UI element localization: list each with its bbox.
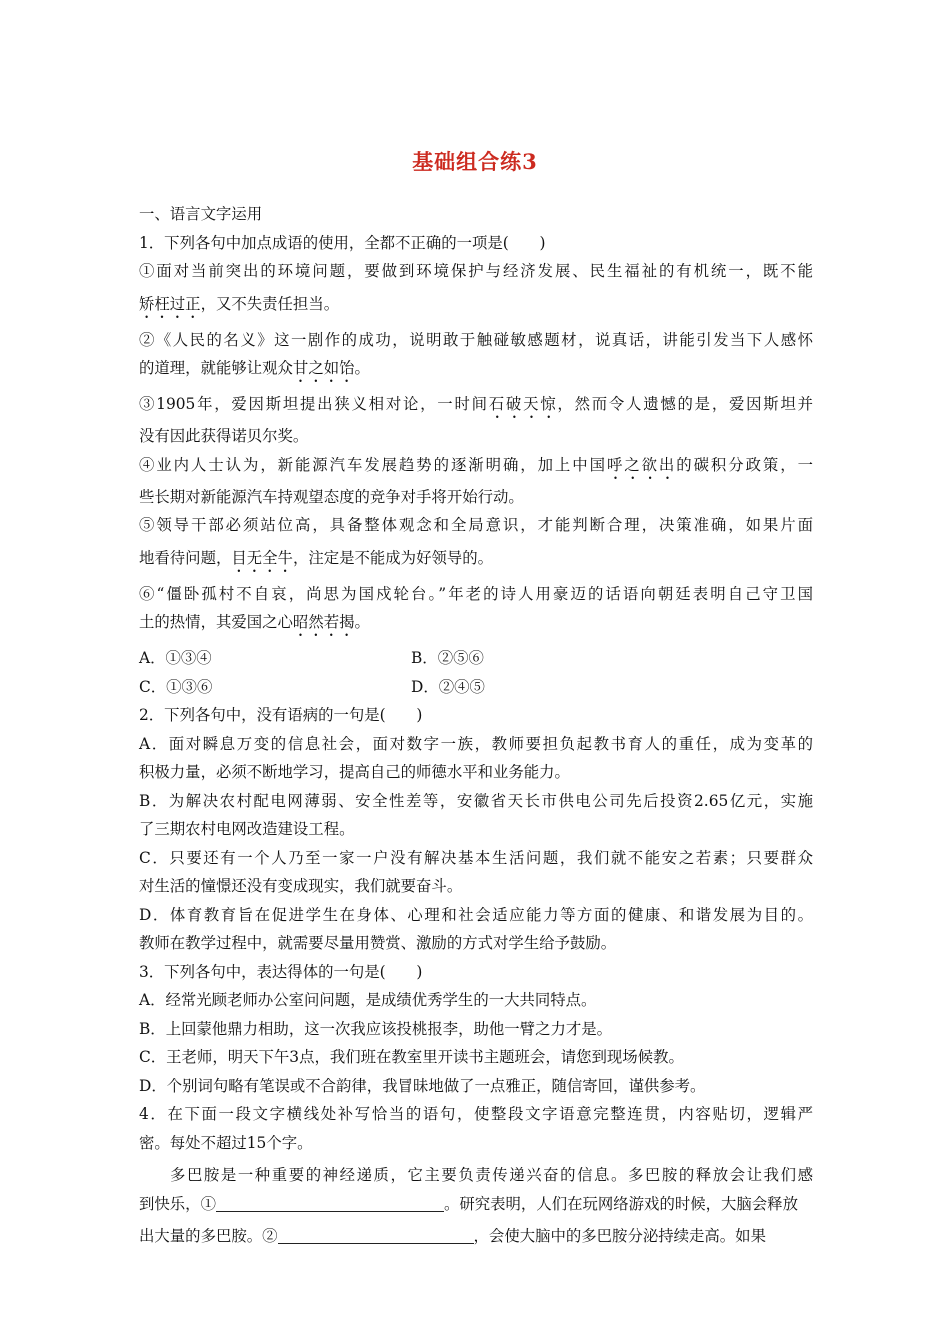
q2-option-d: D．体育教育旨在促进学生在身体、心理和社会适应能力等方面的健康、和谐发展为目的。 — [139, 905, 813, 924]
q1-sentence-2: ②《人民的名义》这一剧作的成功，说明敢于触碰敏感题材，说真话，讲能引发当下人感怀 的道理，就能够让观众甘之如饴。 — [139, 330, 813, 377]
option-a: A．①③④ — [139, 649, 212, 667]
answer-blank-1[interactable] — [216, 1193, 444, 1212]
option-b: B．②⑤⑥ — [411, 649, 484, 667]
page-title: 基础组合练3 — [412, 149, 538, 174]
q2-option-c: C．只要还有一个人乃至一家一户没有解决基本生活问题，我们就不能安之若素；只要群众 — [139, 848, 813, 867]
q3-option-c: C．王老师，明天下午3点，我们班在教室里开读书主题班会，请您到现场候教。 — [139, 1048, 684, 1066]
q1-options-row-1 — [139, 644, 813, 673]
question-2-stem: 2．下列各句中，没有语病的一句是( ) — [139, 706, 423, 724]
dotted-idiom: 目无全牛 — [231, 548, 293, 567]
q2-option-b: B．为解决农村配电网薄弱、安全性差等，安徽省天长市供电公司先后投资2.65亿元，实施 — [139, 791, 813, 810]
q1-sentence-1: ①面对当前突出的环境问题，要做到环境保护与经济发展、民生福祉的有机统一，既不能 矫枉过正，又不失责任担当。 — [139, 262, 813, 313]
q3-option-a: A．经常光顾老师办公室问问题，是成绩优秀学生的一大共同特点。 — [139, 991, 597, 1009]
q1-options-row-2 — [139, 673, 813, 702]
dotted-idiom: 甘之如饴 — [292, 359, 355, 377]
dotted-idiom: 矫枉过正 — [139, 294, 201, 313]
question-3-stem: 3．下列各句中，表达得体的一句是( ) — [139, 962, 423, 981]
q1-sentence-4: ④业内人士认为，新能源汽车发展趋势的逐渐明确，加上中国呼之欲出的碳积分政策，一 些长期对新能源汽车持观望态度的竞争对手将开始行动。 — [139, 455, 813, 506]
dotted-idiom: 昭然若揭 — [292, 613, 355, 631]
dotted-idiom: 石破天惊 — [488, 395, 558, 413]
section-heading: 一、语言文字运用 — [139, 205, 263, 223]
dotted-idiom: 呼之欲出 — [606, 455, 677, 474]
option-c: C．①③⑥ — [139, 677, 213, 696]
question-4-stem: 4．在下面一段文字横线处补写恰当的语句，使整段文字语意完整连贯，内容贴切，逻辑严 — [139, 1105, 813, 1123]
option-d: D．②④⑤ — [411, 677, 485, 696]
q1-sentence-5: ⑤领导干部必须站位高，具备整体观念和全局意识，才能判断合理，决策准确，如果片面 地看待问题，目无全牛，注定是不能成为好领导的。 — [139, 516, 813, 567]
q2-option-a: A．面对瞬息万变的信息社会，面对数字一族，教师要担负起教书育人的重任，成为变革的 — [139, 734, 813, 753]
q3-option-b: B．上回蒙他鼎力相助，这一次我应该投桃报李，助他一臂之力才是。 — [139, 1019, 613, 1038]
question-1-stem: 1．下列各句中加点成语的使用，全都不正确的一项是( ) — [139, 233, 546, 252]
q4-passage: 多巴胺是一种重要的神经递质，它主要负责传递兴奋的信息。多巴胺的释放会让我们感 到快乐，① 。研究表明，人们在玩网络游戏的时候，大脑会释放 出大量的多巴胺。② ，会使大脑中的多巴胺分泌持续走高。如果 — [139, 1166, 813, 1245]
q3-option-d: D．个别词句略有笔误或不合韵律，我冒昧地做了一点雅正，随信寄回，谨供参考。 — [139, 1076, 706, 1095]
q1-sentence-6: ⑥“僵卧孤村不自哀，尚思为国戍轮台。”年老的诗人用豪迈的话语向朝廷表明自己守卫国 土的热情，其爱国之心昭然若揭。 — [139, 584, 813, 631]
document-body: 一、语言文字运用 1．下列各句中加点成语的使用，全都不正确的一项是( ) ①面对当前突出的环境问题，要做到环境保护与经济发展、民生福祉的有机统一，既不能 矫枉过正，又不失责任担当。 ②《人民的名义》这一剧作的成功，说明敢于触碰敏感题材，说真话，讲能引发当下人感怀 的道理，就能够让观众甘之如饴。 ③1905年，爱因斯坦提出狭义相对论，一时间石破天惊，然而令人遗憾的是，爱因斯坦并 没有因此获得诺贝尔奖。 ④业内人士认为，新能源汽车发展趋势的逐渐明确，加上中国呼之欲出的碳积分政策，一 些长期对新能源汽车持观望态度的竞争对手将开始行动。 ⑤领导干部必须站位高，具备整体观念和全局意识，才能判断合理，决策准确，如果片面 地看待问题，目无全牛，注定是不能成为好领导的。 ⑥“僵卧孤村不自哀，尚思为国戍轮台。”年老的诗人用豪迈的话语向朝廷表明自己守卫国 土的热情，其爱国之心昭然若揭。 A．①③④ B．②⑤⑥ C．①③⑥ D．②④⑤ 2．下列各句中，没有语病的一句是( ) A．面对瞬息万变的信息社会，面对数字一族，教师要担负起教书育人的重任，成为变革的 积极力量，必须不断地学习，提高自己的师德水平和业务能力。 B．为解决农村配电网薄弱、安全性差等，安徽省天长市供电公司先后投资2.65亿元，实施 了三期农村电网改造建设工程。 C．只要还有一个人乃至一家一户没有解决基本生活问题，我们就不能安之若素；只要群众 对生活的憧憬还没有变成现实，我们就要奋斗。 D．体育教育旨在促进学生在身体、心理和社会适应能力等方面的健康、和谐发展为目的。 教师在教学过程中，就需要尽量用赞赏、激励的方式对学生给予鼓励。 3．下列各句中，表达得体的一句是( ) A．经常光顾老师办公室问问题，是成绩优秀学生的一大共同特点。 B．上回蒙他鼎力相助，这一次我应该投桃报李，助他一臂之力才是。 C．王老师，明天下午3点，我们班在教室里开读书主题班会，请您到现场候教。 D．个别词句略有笔误或不合韵律，我冒昧地做了一点雅正，随信寄回，谨供参考。 4．在下面一段文字横线处补写恰当的语句，使整段文字语意完整连贯，内容贴切，逻辑严 密。每处不超过15个字。 多巴胺是一种重要的神经递质，它主要负责传递兴奋的信息。多巴胺的释放会让我们感 到快乐，① 。研究表明，人们在玩网络游戏的时候，大脑会释放 出大量的多巴胺。② ，会使大脑中的多巴胺分泌持续走高。如果 — [139, 200, 813, 1251]
answer-blank-2[interactable] — [278, 1225, 474, 1244]
q1-sentence-3: ③1905年，爱因斯坦提出狭义相对论，一时间石破天惊，然而令人遗憾的是，爱因斯坦并 没有因此获得诺贝尔奖。 — [139, 395, 813, 445]
